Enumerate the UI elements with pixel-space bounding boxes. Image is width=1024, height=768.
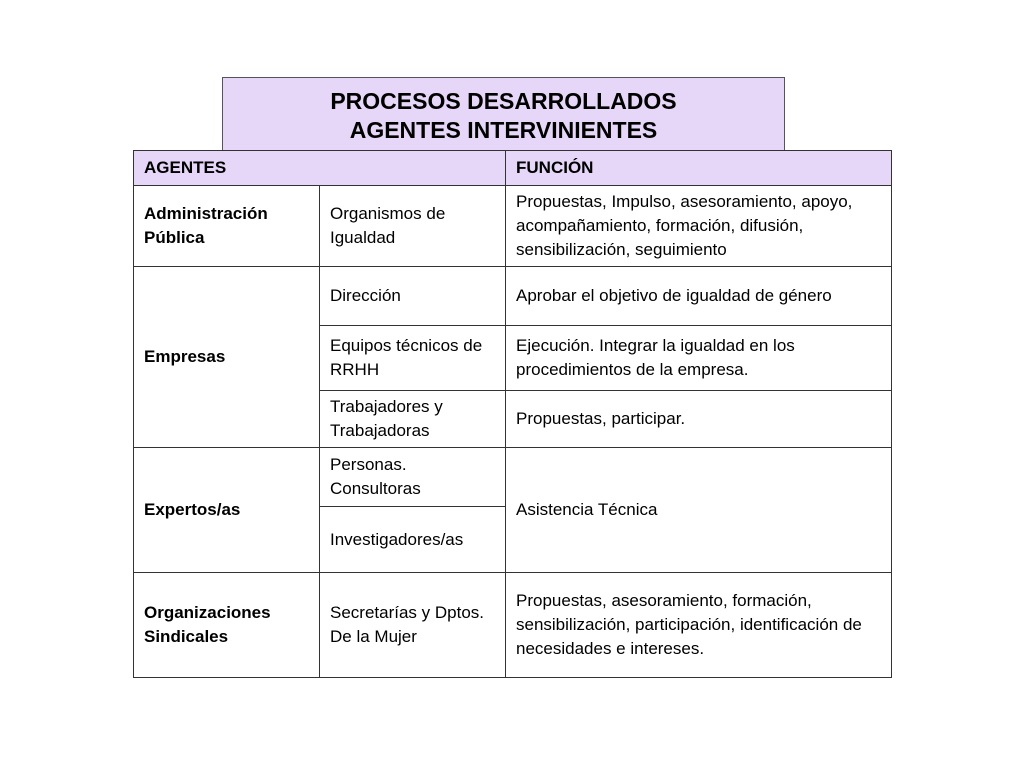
title-box bbox=[222, 77, 785, 151]
agent-sindicales: Organizaciones Sindicales bbox=[134, 573, 320, 678]
function-trabajadores: Propuestas, participar. bbox=[506, 391, 892, 448]
header-funcion: FUNCIÓN bbox=[506, 151, 892, 186]
agent-administracion: Administración Pública bbox=[134, 186, 320, 267]
function-direccion: Aprobar el objetivo de igualdad de género bbox=[506, 267, 892, 326]
sub-secretarias: Secretarías y Dptos. De la Mujer bbox=[320, 573, 506, 678]
function-sindicales: Propuestas, asesoramiento, formación, sensibilización, participación, identificación de necesidades e intereses. bbox=[506, 573, 892, 678]
sub-equipos-rrhh: Equipos técnicos de RRHH bbox=[320, 326, 506, 391]
table-row bbox=[134, 573, 892, 678]
table-row bbox=[134, 267, 892, 326]
agents-table bbox=[133, 150, 892, 678]
title-line-2: AGENTES INTERVINIENTES bbox=[349, 117, 658, 143]
table-header-row bbox=[134, 151, 892, 186]
header-agentes: AGENTES bbox=[134, 151, 506, 186]
agent-expertos: Expertos/as bbox=[134, 448, 320, 573]
function-expertos: Asistencia Técnica bbox=[506, 448, 892, 573]
sub-trabajadores: Trabajadores y Trabajadoras bbox=[320, 391, 506, 448]
sub-investigadores: Investigadores/as bbox=[320, 507, 506, 573]
sub-direccion: Dirección bbox=[320, 267, 506, 326]
function-equipos-rrhh: Ejecución. Integrar la igualdad en los procedimientos de la empresa. bbox=[506, 326, 892, 391]
sub-consultoras: Personas. Consultoras bbox=[320, 448, 506, 507]
title-line-1: PROCESOS DESARROLLADOS bbox=[330, 88, 677, 114]
table-row bbox=[134, 186, 892, 267]
sub-organismos: Organismos de Igualdad bbox=[320, 186, 506, 267]
agent-empresas: Empresas bbox=[134, 267, 320, 448]
function-administracion: Propuestas, Impulso, asesoramiento, apoyo, acompañamiento, formación, difusión, sensibilización, seguimiento bbox=[506, 186, 892, 267]
table-row bbox=[134, 448, 892, 507]
